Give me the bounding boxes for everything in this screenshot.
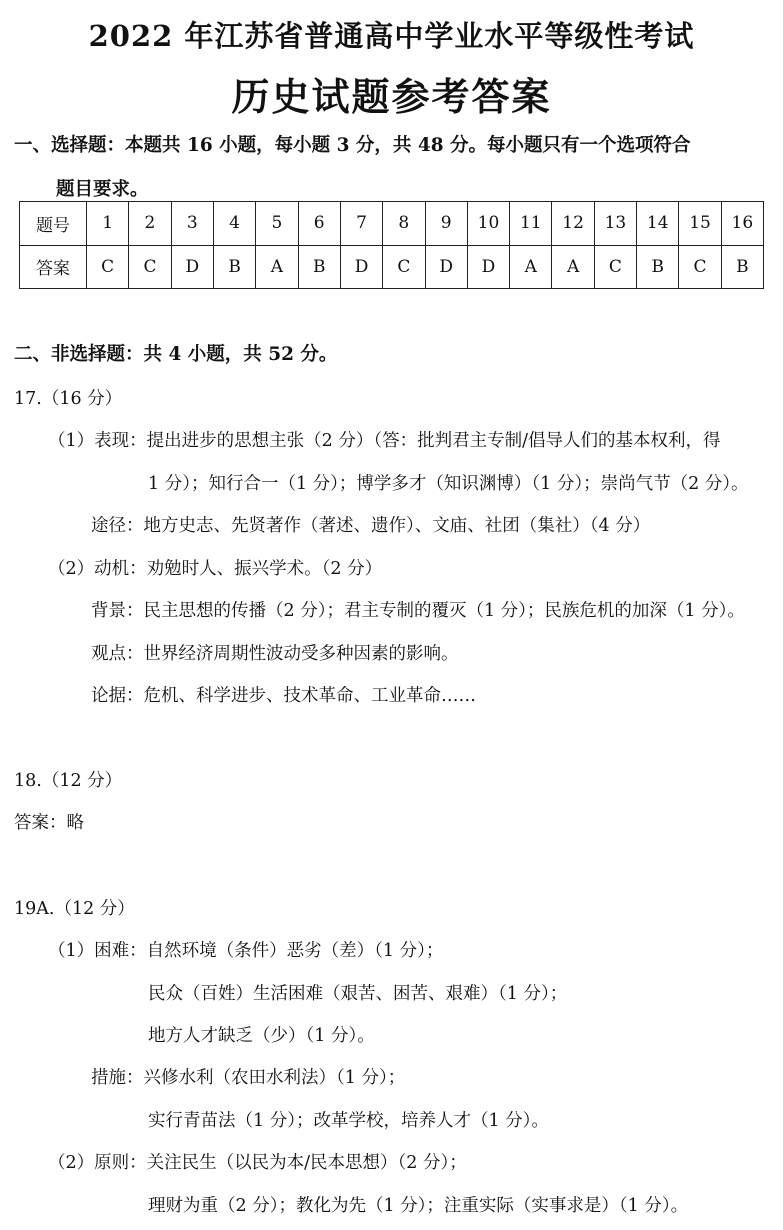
q17-line: 1 分）；知行合一（1 分）；博学多才（知识渊博）（1 分）；崇尚气节（2 分）。 xyxy=(148,474,749,494)
document-title: 2022 年江苏省普通高中学业水平等级性考试 xyxy=(88,19,695,53)
table-cell: 5 xyxy=(256,202,298,246)
q19a-line: 民众（百姓）生活困难（艰苦、困苦、艰难）（1 分）； xyxy=(148,984,568,1004)
table-cell: B xyxy=(721,245,763,289)
table-cell: C xyxy=(87,245,129,289)
table-cell: B xyxy=(213,245,255,289)
q19a-title: 19A.（12 分） xyxy=(14,899,135,919)
q19a-line: 地方人才缺乏（少）（1 分）。 xyxy=(148,1026,375,1046)
table-cell: D xyxy=(340,245,382,289)
q17-line: （2）动机：劝勉时人、振兴学术。（2 分） xyxy=(48,559,383,579)
section1-heading xyxy=(14,124,774,212)
table-cell: 7 xyxy=(340,202,382,246)
table-cell: B xyxy=(298,245,340,289)
table-cell: 13 xyxy=(594,202,636,246)
q17-line: （1）表现：提出进步的思想主张（2 分）（答：批判君主专制/倡导人们的基本权利，得 xyxy=(48,431,721,451)
table-cell: C xyxy=(383,245,425,289)
document-subtitle: 历史试题参考答案 xyxy=(231,74,552,119)
section1-heading-line1: 一、选择题：本题共 16 小题，每小题 3 分，共 48 分。每小题只有一个选项符合 xyxy=(14,135,691,156)
answer-row xyxy=(20,245,764,289)
section2-heading: 二、非选择题：共 4 小题，共 52 分。 xyxy=(14,344,338,365)
table-cell: 9 xyxy=(425,202,467,246)
q18-answer: 答案：略 xyxy=(14,813,84,833)
table-cell: C xyxy=(129,245,171,289)
table-cell: C xyxy=(594,245,636,289)
table-cell: A xyxy=(552,245,594,289)
table-cell: 16 xyxy=(721,202,763,246)
table-cell: A xyxy=(256,245,298,289)
table-cell: 15 xyxy=(679,202,721,246)
table-cell: 3 xyxy=(171,202,213,246)
q17-title: 17.（16 分） xyxy=(14,389,123,409)
table-cell: 11 xyxy=(510,202,552,246)
table-cell: A xyxy=(510,245,552,289)
q19a-line: （2）原则：关注民生（以民为本/民本思想）（2 分）； xyxy=(48,1153,467,1173)
table-cell: 6 xyxy=(298,202,340,246)
q17-line: 论据：危机、科学进步、技术革命、工业革命…… xyxy=(91,686,476,706)
table-cell: 14 xyxy=(637,202,679,246)
row-label-number: 题号 xyxy=(20,202,87,246)
table-cell: 4 xyxy=(213,202,255,246)
section1-heading-line2: 题目要求。 xyxy=(56,179,149,200)
table-cell: 2 xyxy=(129,202,171,246)
table-cell: 8 xyxy=(383,202,425,246)
q19a-line: 理财为重（2 分）；教化为先（1 分）；注重实际（实事求是）（1 分）。 xyxy=(148,1196,689,1216)
q19a-line: （1）困难：自然环境（条件）恶劣（差）（1 分）； xyxy=(48,941,444,961)
q17-line: 途径：地方史志、先贤著作（著述、遗作）、文庙、社团（集社）（4 分） xyxy=(91,516,651,536)
question-number-row xyxy=(20,202,764,246)
table-cell: D xyxy=(467,245,509,289)
q19a-line: 措施：兴修水利（农田水利法）（1 分）； xyxy=(91,1068,406,1088)
q18-title: 18.（12 分） xyxy=(14,771,123,791)
answer-table xyxy=(19,201,764,289)
table-cell: 10 xyxy=(467,202,509,246)
table-cell: D xyxy=(425,245,467,289)
table-cell: 12 xyxy=(552,202,594,246)
q19a-line: 实行青苗法（1 分）；改革学校，培养人才（1 分）。 xyxy=(148,1111,549,1131)
table-cell: B xyxy=(637,245,679,289)
row-label-answer: 答案 xyxy=(20,245,87,289)
q17-line: 观点：世界经济周期性波动受多种因素的影响。 xyxy=(91,644,459,664)
table-cell: C xyxy=(679,245,721,289)
table-cell: D xyxy=(171,245,213,289)
table-cell: 1 xyxy=(87,202,129,246)
q17-line: 背景：民主思想的传播（2 分）；君主专制的覆灭（1 分）；民族危机的加深（1 分）。 xyxy=(91,601,745,621)
